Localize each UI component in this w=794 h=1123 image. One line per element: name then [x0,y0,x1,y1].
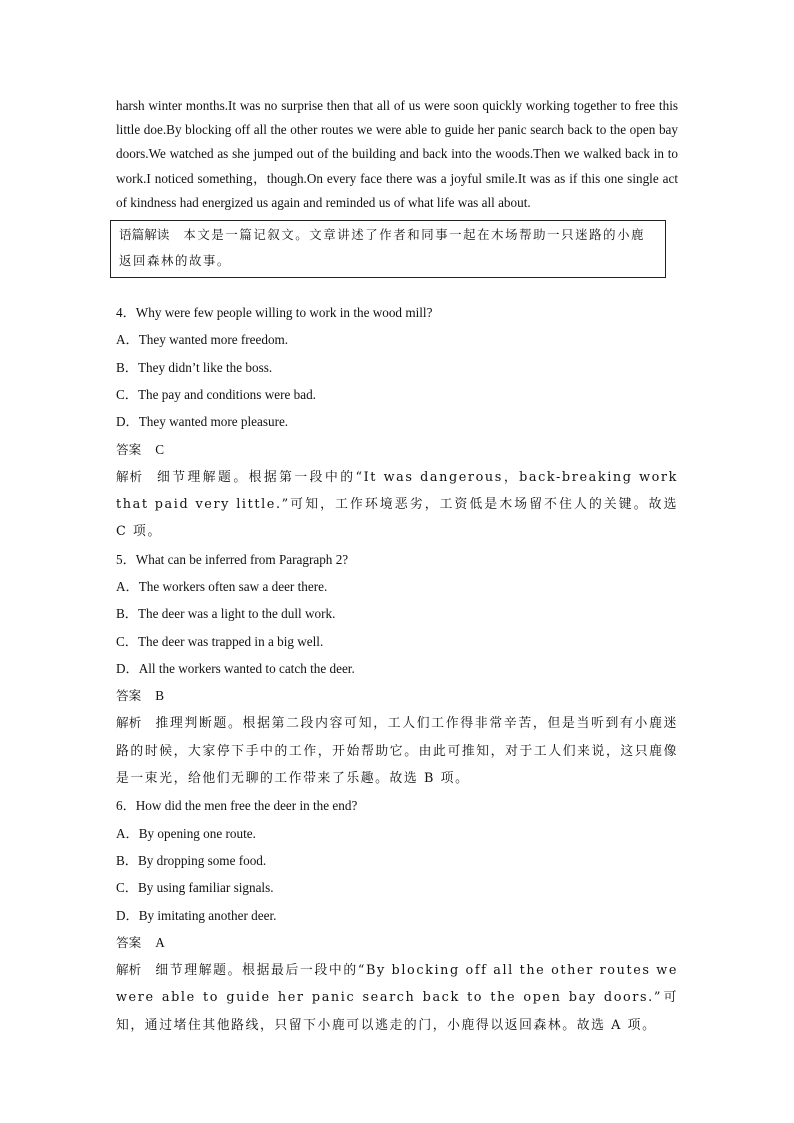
answer-label: 答案 [116,934,142,950]
option-c: C．The pay and conditions were bad. [116,386,316,402]
answer-label: 答案 [116,441,142,457]
option-a: A．They wanted more freedom. [116,332,289,348]
answer-line [116,436,678,463]
option-b: B．By dropping some food. [116,852,267,868]
explanation [116,463,678,546]
option-c: C．By using familiar signals. [116,880,274,896]
explanation-label: 解析 [116,715,142,731]
answer-value: A [155,934,165,950]
answer-line [116,929,678,956]
passage-paragraph: harsh winter months.It was no surprise then that all of us were soon quickly working together to free this little doe.By blocking off all the other routes we were able to guide her panic search back to the open bay doors.We watched as she jumped out of the building and back into the woods.Then we walked back in to work.I noticed something，though.On every face there was a joyful smile.It was as if this one single act of kindness had energized us again and reminded us of what life was all about. [116,98,678,210]
question-6 [116,792,678,1039]
explanation-text: 推理判断题。根据第二段内容可知，工人们工作得非常辛苦，但是当听到有小鹿迷路的时候，大家停下手中的工作，开始帮助它。由此可推知，对于工人们来说，这只鹿像是一束光，给他们无聊的工作带来了乐趣。故选 B 项。 [116,716,678,787]
option-d: D．All the workers wanted to catch the deer. [116,660,355,676]
option-b: B．They didn’t like the boss. [116,359,273,375]
option-a: A．By opening one route. [116,825,256,841]
option-d: D．They wanted more pleasure. [116,414,289,430]
option-a: A．The workers often saw a deer there. [116,578,328,594]
answer-value: B [155,688,164,704]
explanation [116,709,678,792]
question-stem: 6．How did the men free the deer in the end? [116,798,358,814]
option-b: B．The deer was a light to the dull work. [116,606,336,622]
question-5 [116,546,678,793]
answer-line [116,682,678,709]
explanation-label: 解析 [116,962,142,978]
summary-label: 语篇解读 [119,227,170,243]
option-c: C．The deer was trapped in a big well. [116,633,324,649]
answer-label: 答案 [116,688,142,704]
question-4 [116,299,678,546]
explanation-text: 细节理解题。根据最后一段中的“By blocking off all the other routes we were able to guide her panic search back to the open bay doors.”可知，通过堵住其他路线，只留下小鹿可以逃走的门，小鹿得以返回森林。故选 A 项。 [116,963,678,1033]
explanation [116,956,678,1039]
summary-text: 本文是一篇记叙文。文章讲述了作者和同事一起在木场帮助一只迷路的小鹿返回森林的故事。 [119,227,646,269]
question-stem: 4．Why were few people willing to work in the wood mill? [116,305,433,321]
question-stem: 5．What can be inferred from Paragraph 2? [116,551,349,567]
summary-box [110,220,666,278]
explanation-label: 解析 [116,468,143,484]
option-d: D．By imitating another deer. [116,907,277,923]
explanation-text: 细节理解题。根据第一段中的“It was dangerous，back-breaking work that paid very little.”可知，工作环境恶劣，工资低是木场留不住人的关键。故选 C 项。 [116,469,679,540]
answer-value: C [155,441,164,457]
